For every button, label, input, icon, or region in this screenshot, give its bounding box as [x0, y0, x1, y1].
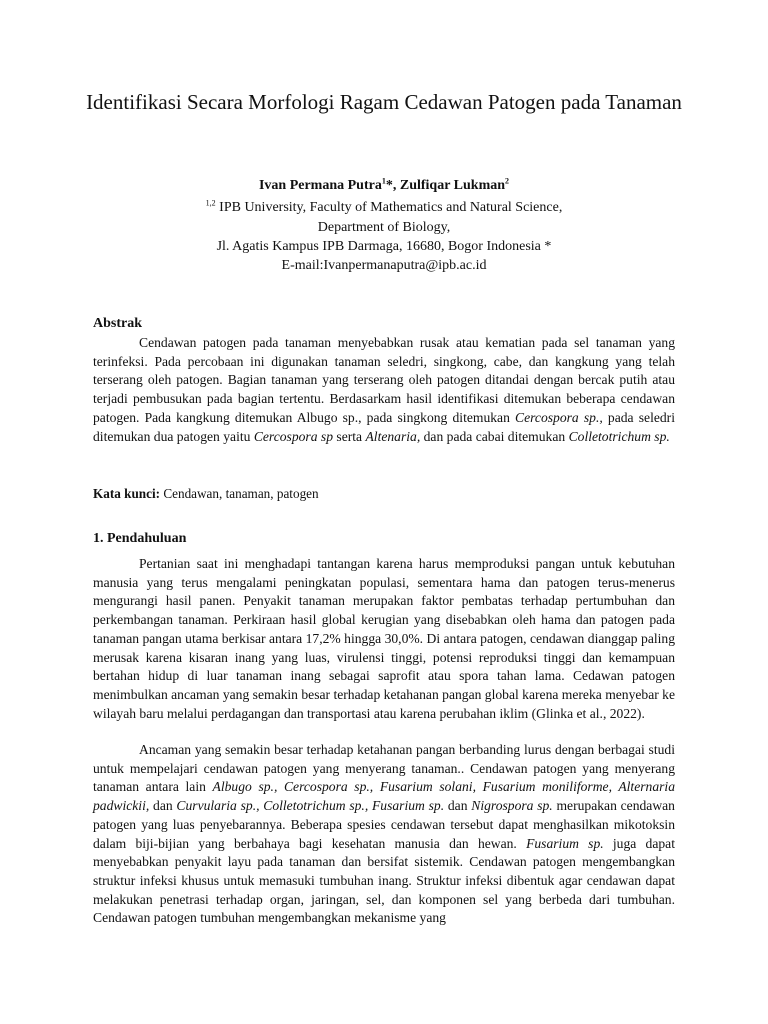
- abstract-heading: Abstrak: [93, 316, 143, 331]
- section-1-paragraph-1: Pertanian saat ini menghadapi tantangan karena harus memproduksi pangan untuk kebutuhan manusia yang terus mengalami peningkatan populasi, sementara hama dan patogen terus-menerus mengurangi hasil panen. Penyakit tanaman merupakan faktor pembatas terhadap pertumbuhan dan perkembangan tanaman. Perkiraan hasil global kerugian yang disebabkan oleh hama dan patogen pada tanaman pangan utama berkisar antara 17,2% hingga 30,0%. Di antara patogen, cendawan dianggap paling merusak karena kisaran inang yang luas, virulensi tinggi, potensi reproduksi tinggi dan kemampuan bertahan hidup di luar tanaman inang sebagai saprofit atau spora tahan lama. Cedawan patogen menimbulkan ancaman yang semakin besar terhadap ketahanan pangan global karena mereka menyebar ke wilayah baru melalui perdagangan dan transportasi atau karena perubahan iklim (Glinka et al., 2022).: [93, 556, 676, 721]
- species-name: Cercospora sp.,: [515, 409, 603, 425]
- paper-title: Identifikasi Secara Morfologi Ragam Cedawan Patogen pada Tanaman: [86, 90, 682, 114]
- author-2-affiliation-number: 2: [505, 176, 510, 186]
- abstract-text-part: pada seledri ditemukan dua patogen yaitu: [93, 409, 675, 444]
- keywords-label: Kata kunci:: [93, 486, 161, 501]
- section-1-paragraph-2: [93, 741, 675, 928]
- author-line: [60, 177, 708, 195]
- species-name: Curvularia sp., Colletotrichum sp., Fusarium sp.: [176, 798, 445, 814]
- paragraph-text-part: juga dapat menyebabkan penyakit layu pada tanaman dan bersifat sistemik. Cendawan patogen mengembangkan struktur infeksi khusus untuk memasuki tumbuhan inang. Struktur infeksi dibentuk agar cendawan dapat melakukan penetrasi terhadap organ, jaringan, sel, dan komponen sel yang berbeda dari tumbuhan. Cendawan patogen tumbuhan mengembangkan mekanisme yang: [93, 835, 675, 926]
- species-name: Altenaria,: [365, 428, 421, 444]
- author-1-affiliation-number: 1: [381, 176, 386, 186]
- keywords-line: [93, 485, 319, 503]
- affiliation-numbers: 1,2: [205, 198, 216, 208]
- abstract-text-part: serta: [333, 428, 366, 444]
- species-name: Colletotrichum sp.: [568, 428, 670, 444]
- species-name: Albugo sp., Cercospora sp., Fusarium solani, Fusarium moniliforme, Alternaria padwickii,: [93, 779, 675, 814]
- keywords-text: Cendawan, tanaman, patogen: [160, 486, 319, 501]
- author-1-name: Ivan Permana Putra: [258, 178, 382, 193]
- author-1-corresponding-mark: *,: [385, 178, 400, 193]
- paragraph-text-part: Ancaman yang semakin besar terhadap ketahanan pangan berbanding lurus dengan berbagai studi untuk mempelajari cendawan patogen yang menyerang tanaman.. Cendawan patogen yang menyerang tanaman antara lain: [93, 742, 675, 795]
- affiliation-line-1: [60, 199, 708, 217]
- species-name: Nigrospora sp.: [471, 798, 553, 814]
- species-name: Fusarium sp.: [526, 835, 604, 851]
- abstract-text-part: dan pada cabai ditemukan: [420, 428, 569, 444]
- species-name: Cercospora sp: [253, 428, 334, 444]
- affiliation-department: Department of Biology,: [317, 220, 451, 235]
- paragraph-text-part: dan: [444, 798, 472, 814]
- section-1-heading: 1. Pendahuluan: [93, 531, 187, 546]
- author-2-name: Zulfiqar Lukman: [399, 178, 506, 193]
- abstract-text-part: Cendawan patogen pada tanaman menyebabkan rusak atau kematian pada sel tanaman yang terinfeksi. Pada percobaan ini digunakan tanaman seledri, singkong, cabe, dan kangkung yang telah terserang oleh patogen. Bagian tanaman yang terserang oleh patogen ditandai dengan bercak putih atau terjadi pembusukan pada bagian tertentu. Berdasarkam hasil identifikasi ditemukan beberapa cendawan patogen. Pada kangkung ditemukan Albugo sp., pada singkong ditemukan: [93, 335, 675, 425]
- abstract-text: [93, 334, 675, 446]
- affiliation-institution: IPB University, Faculty of Mathematics and Natural Science,: [215, 200, 563, 215]
- affiliation-address: Jl. Agatis Kampus IPB Darmaga, 16680, Bogor Indonesia *: [216, 239, 552, 254]
- paragraph-text-part: dan: [149, 798, 177, 814]
- paragraph-text-part: merupakan cendawan patogen yang luas penyebarannya. Beberapa spesies cendawan tersebut dapat menghasilkan mikotoksin dalam biji-bijian yang berbahaya bagi kesehatan manusia dan hewan.: [93, 798, 675, 851]
- author-email: E-mail:Ivanpermanaputra@ipb.ac.id: [281, 258, 487, 273]
